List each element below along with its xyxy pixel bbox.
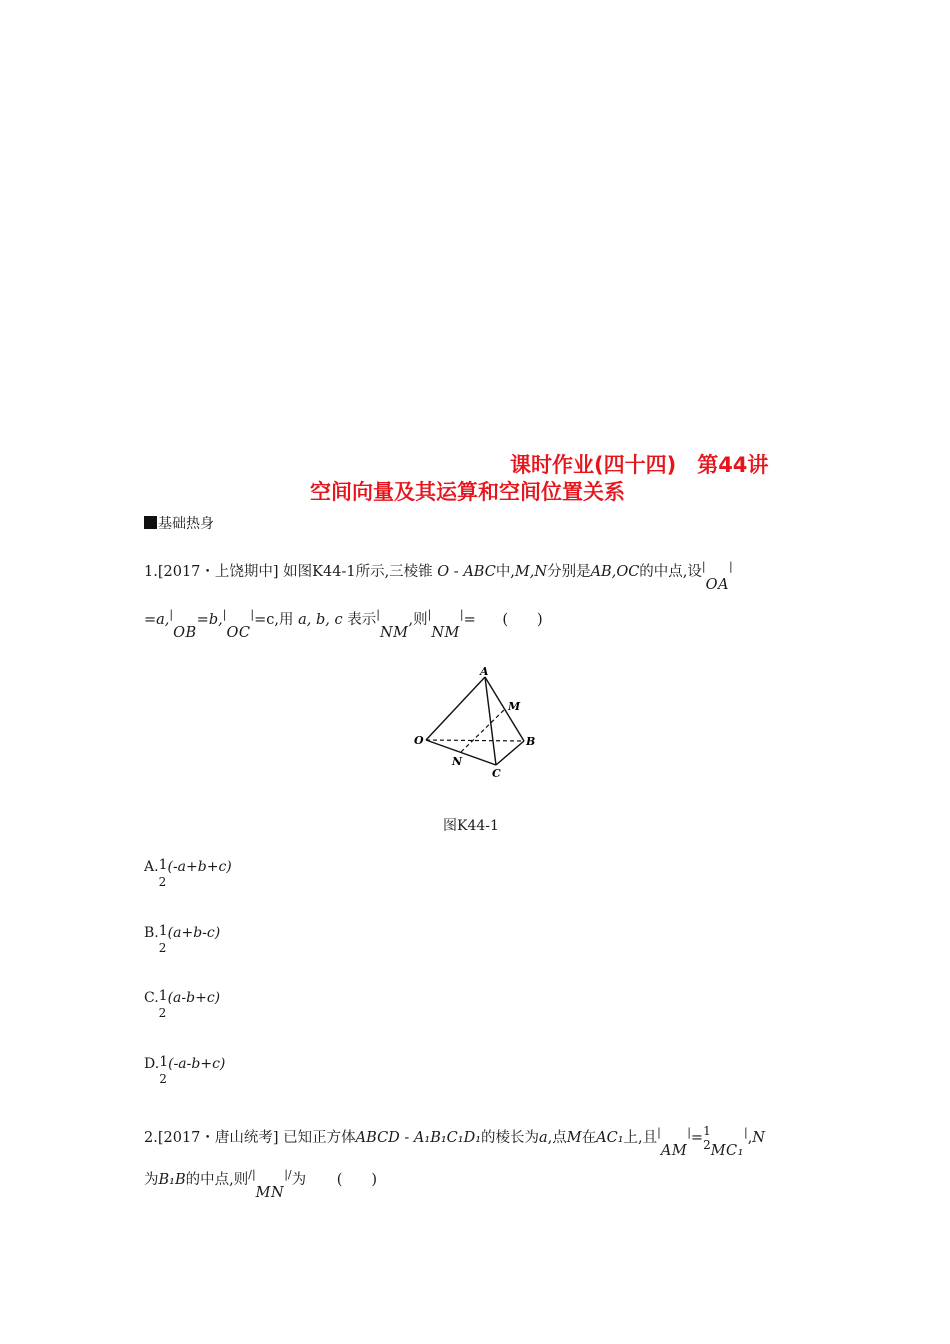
vector-oa: OA — [705, 577, 729, 593]
q1-point-o: O — [437, 564, 450, 580]
fraction-denominator: 2 — [159, 1072, 167, 1086]
q1-then: ,则 — [408, 612, 428, 628]
q1-abc: ABC — [463, 564, 496, 580]
vector-mn: MN — [255, 1185, 285, 1201]
edge-ob-hidden — [426, 740, 524, 741]
question-1-line-2 — [144, 608, 543, 641]
q1-text-1: 中, — [495, 564, 515, 580]
fraction-numerator: 1 — [703, 1124, 711, 1138]
edge-oa — [426, 677, 485, 740]
option-d[interactable] — [144, 1054, 226, 1086]
option-b[interactable] — [144, 923, 221, 955]
fraction-denominator: 2 — [158, 1006, 167, 1020]
label-b: B — [526, 735, 536, 748]
q1-mn: M,N — [514, 564, 548, 580]
option-a[interactable] — [144, 857, 232, 889]
vector-mark: | — [250, 608, 255, 621]
vector-mark: | — [459, 608, 464, 621]
option-expression: (a-b+c) — [167, 990, 221, 1006]
q2-cube: ABCD - A₁B₁C₁D₁ — [355, 1130, 482, 1146]
label-o: O — [414, 734, 424, 747]
fraction-denominator: 2 — [158, 941, 167, 955]
q2-line2-text-1: 为 — [144, 1172, 159, 1188]
vector-mark: | — [427, 608, 432, 621]
fraction-numerator: 1 — [158, 988, 168, 1004]
q2-b1b: B₁B — [158, 1172, 186, 1188]
q2-equals: = — [690, 1130, 704, 1146]
figure-caption: 图K44-1 — [443, 818, 499, 834]
question-2-line-2 — [144, 1168, 378, 1201]
option-expression: (a+b-c) — [167, 925, 221, 941]
vector-mc1: MC₁ — [710, 1143, 744, 1159]
fraction-numerator: 1 — [158, 857, 168, 873]
q2-a: a — [539, 1130, 548, 1146]
option-letter: A. — [144, 859, 159, 875]
edge-cb — [496, 741, 524, 765]
tetrahedron-figure — [408, 664, 548, 784]
q1-ab-oc: AB,OC — [590, 564, 640, 580]
q1-eq-c: =c,用 — [254, 612, 299, 628]
option-expression: (-a+b+c) — [167, 859, 232, 875]
vector-mark: | — [169, 608, 174, 621]
fraction-denominator: 2 — [158, 875, 167, 889]
vector-mark: | — [657, 1126, 661, 1139]
q1-answer-blank: ( ) — [502, 612, 543, 628]
page-title: 课时作业(四十四) 第44讲 — [510, 453, 769, 477]
vector-oc: OC — [226, 625, 251, 641]
fraction-denominator: 2 — [703, 1138, 711, 1152]
q1-text-2: 分别是 — [547, 564, 591, 580]
q2-lead: 2.[2017・唐山统考] 已知正方体 — [144, 1130, 356, 1146]
q2-line2-text-3: 为 — [291, 1172, 307, 1188]
q1-dash: - — [449, 564, 464, 580]
vector-ob: OB — [173, 625, 197, 641]
q1-equals: = — [463, 612, 476, 628]
q2-text-3: 在 — [581, 1130, 597, 1146]
option-c[interactable] — [144, 988, 221, 1020]
vector-mark: | — [743, 1126, 748, 1139]
label-a: A — [480, 665, 489, 678]
q2-text-5: , — [747, 1130, 753, 1146]
black-square-icon — [144, 516, 157, 529]
label-n: N — [452, 755, 463, 768]
section-heading — [144, 513, 214, 533]
vector-mark: /| — [248, 1168, 256, 1181]
q2-m: M — [566, 1130, 582, 1146]
q1-vars: a, b, c — [298, 612, 343, 628]
segment-nm — [461, 709, 505, 752]
vector-nm-2: NM — [431, 625, 460, 641]
q2-text-1: 的棱长为 — [481, 1130, 540, 1146]
label-m: M — [508, 700, 521, 713]
option-expression: (-a-b+c) — [168, 1056, 226, 1072]
q2-line2-text-2: 的中点,则 — [185, 1172, 249, 1188]
q1-text-3: 的中点,设 — [639, 564, 702, 580]
option-letter: D. — [144, 1056, 160, 1072]
vector-mark: | — [728, 560, 733, 573]
label-c: C — [492, 767, 501, 780]
q2-n: N — [752, 1130, 765, 1146]
vector-mark: |/ — [284, 1168, 292, 1181]
fraction-numerator: 1 — [159, 1054, 169, 1070]
option-letter: B. — [144, 925, 159, 941]
q1-eq-a: =a, — [144, 612, 170, 628]
question-1-line-1 — [144, 560, 733, 593]
vector-mark: | — [222, 608, 227, 621]
vector-mark: | — [701, 560, 706, 573]
q1-lead: 1.[2017・上饶期中] 如图K44-1所示,三棱锥 — [144, 564, 433, 580]
q1-eq-b: =b, — [196, 612, 223, 628]
section-label: 基础热身 — [158, 516, 214, 532]
page-subtitle: 空间向量及其运算和空间位置关系 — [310, 480, 625, 504]
q2-ac1: AC₁ — [596, 1130, 624, 1146]
vector-nm: NM — [379, 625, 409, 641]
q2-answer-blank: ( ) — [336, 1172, 378, 1188]
q2-text-2: ,点 — [547, 1130, 567, 1146]
q2-text-4: 上,且 — [623, 1130, 658, 1146]
edge-ac — [485, 677, 496, 765]
vector-mark: | — [376, 608, 380, 621]
question-2-line-1 — [144, 1124, 765, 1159]
option-letter: C. — [144, 990, 159, 1006]
vector-am: AM — [660, 1143, 688, 1159]
vector-mark: | — [687, 1126, 691, 1139]
q1-represent: 表示 — [342, 612, 377, 628]
fraction-half — [703, 1124, 711, 1152]
fraction-numerator: 1 — [158, 923, 168, 939]
